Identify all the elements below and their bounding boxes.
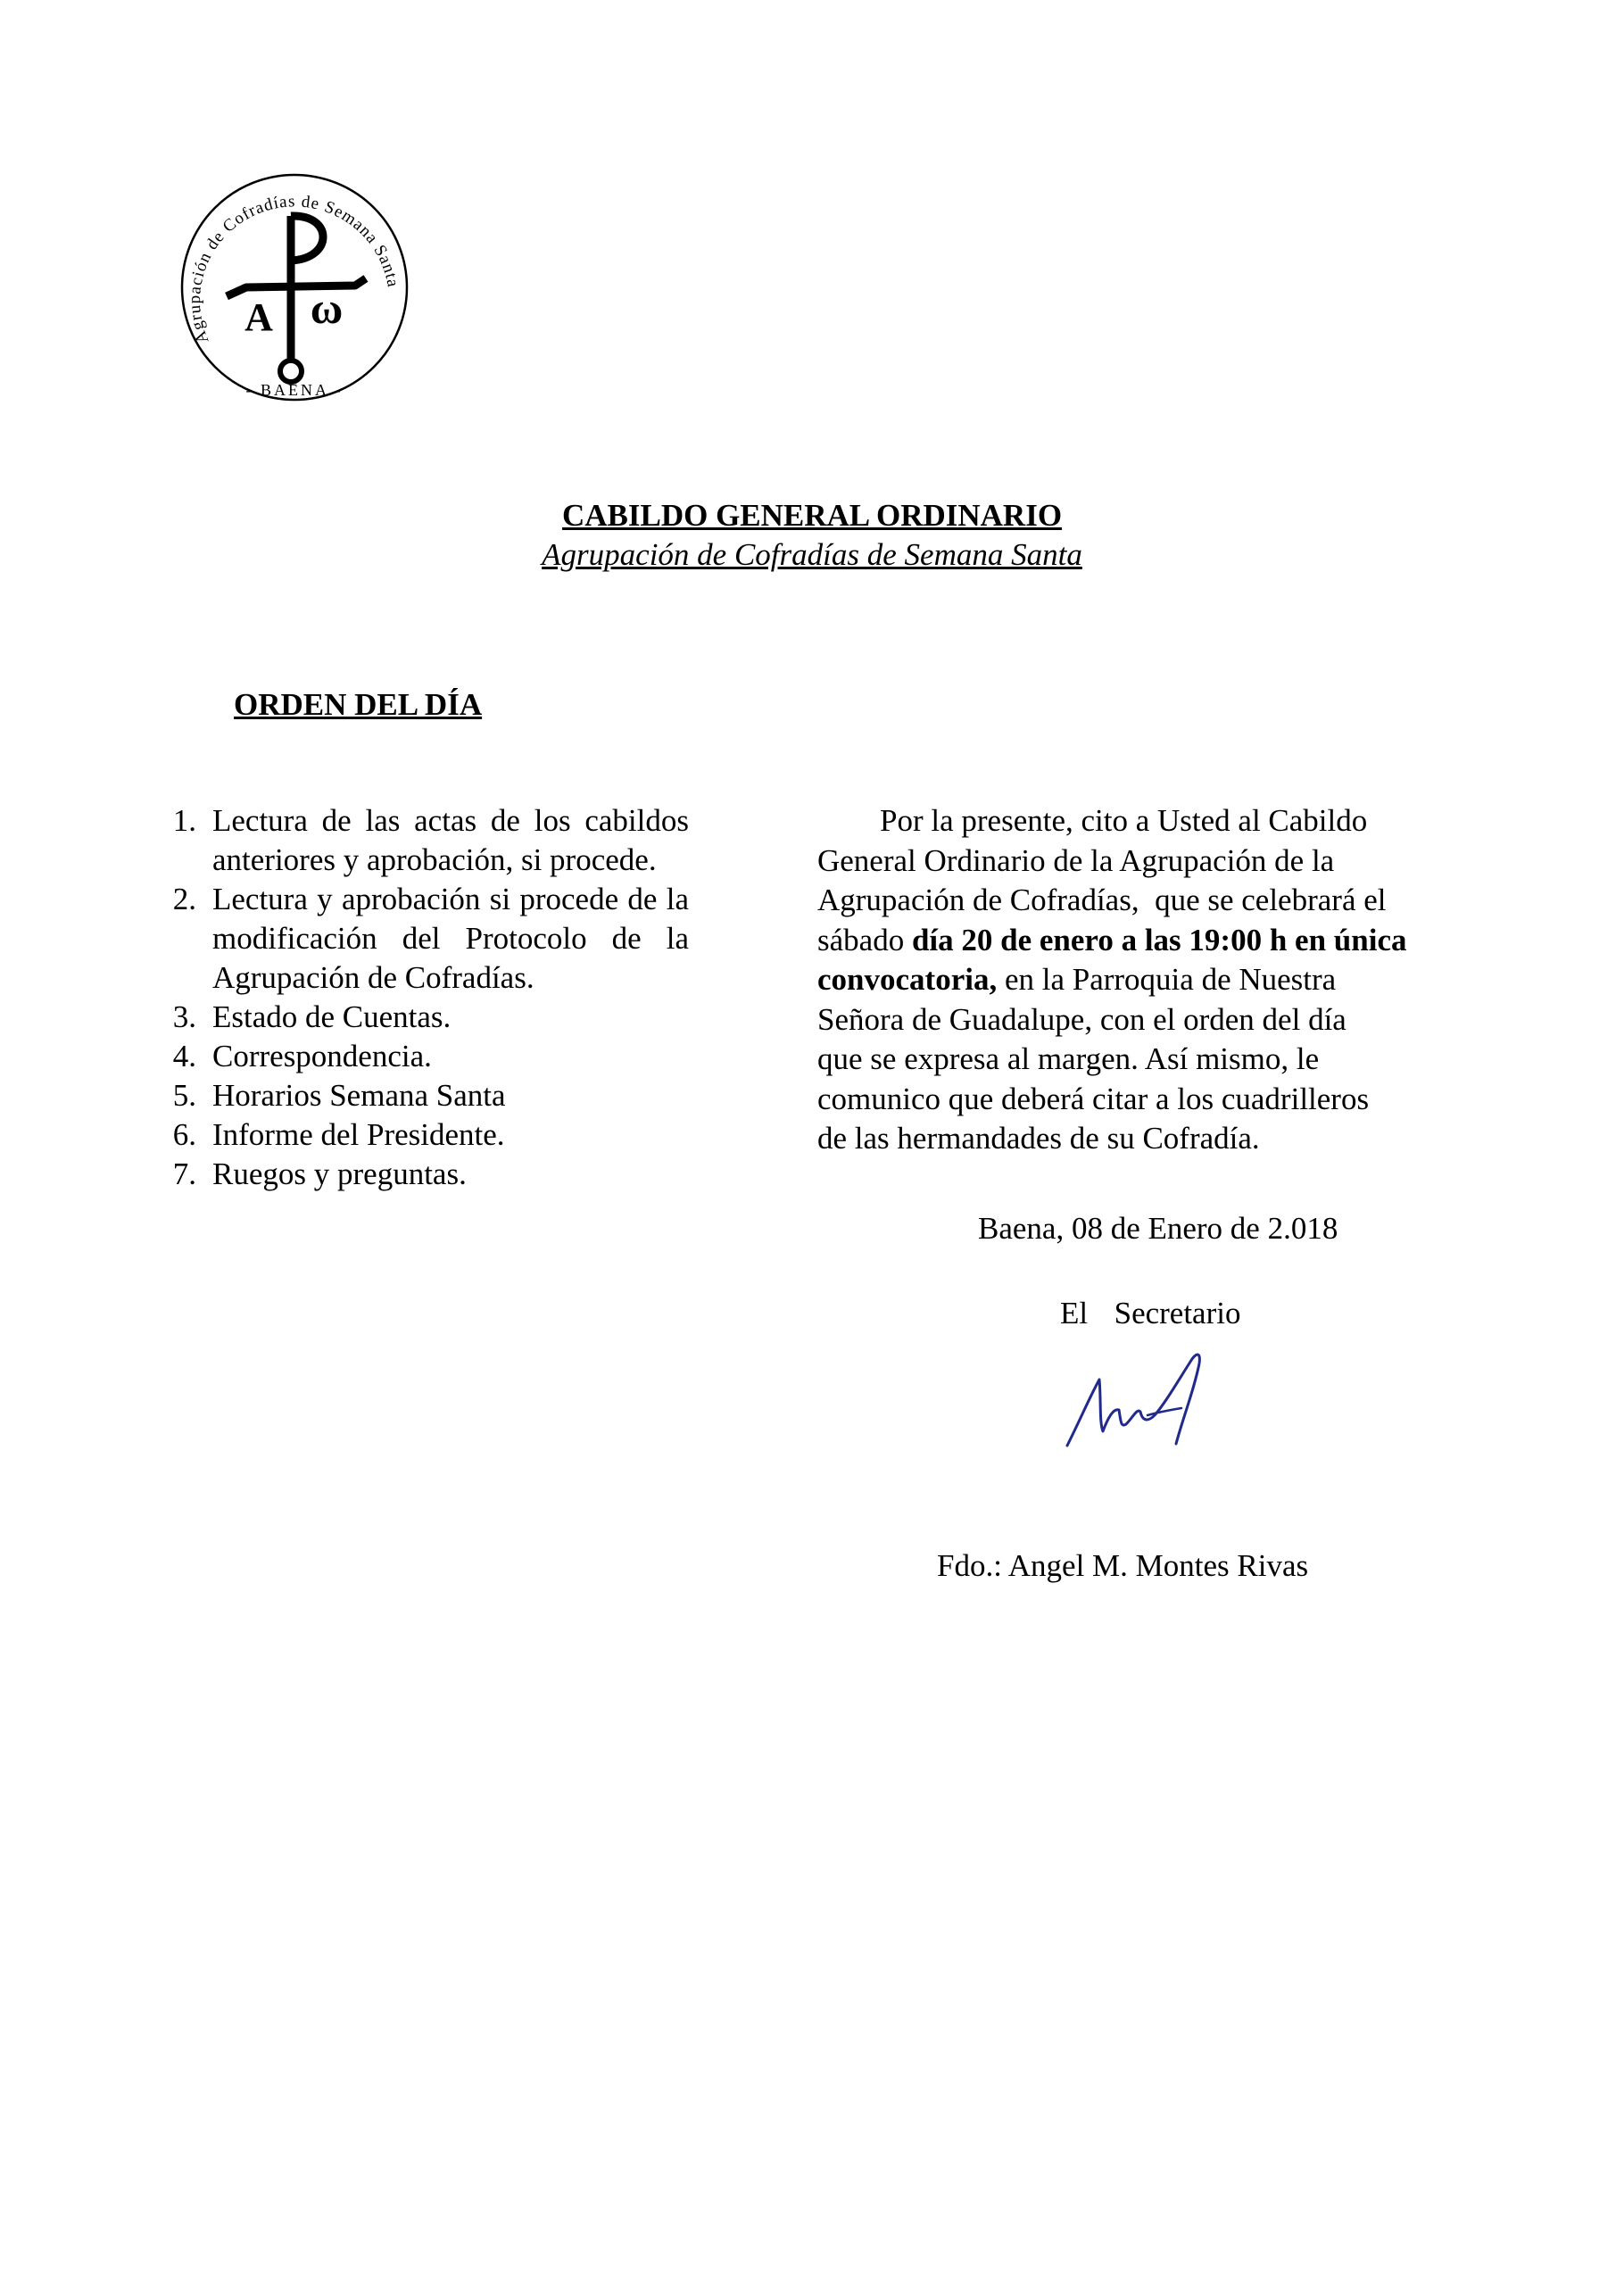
item-text: Informe del Presidente. (212, 1117, 505, 1152)
item-text: Ruegos y preguntas. (212, 1156, 467, 1191)
letter-line: Por la presente, cito a Usted al Cabildo (880, 803, 1368, 838)
item-text: Horarios Semana Santa (212, 1078, 506, 1113)
signer-name: Fdo.: Angel M. Montes Rivas (937, 1548, 1309, 1583)
svg-text:- BAENA -: - BAENA - (245, 381, 344, 399)
letter-line: Señora de Guadalupe, con el orden del día (817, 1001, 1346, 1037)
svg-text:Agrupación de Cofradías de Sem: Agrupación de Cofradías de Semana Santa (185, 192, 402, 347)
list-item (143, 998, 689, 1037)
meeting-convocation: convocatoria, (817, 962, 998, 997)
document-heading (0, 496, 1624, 575)
item-text: Correspondencia. (212, 1039, 432, 1073)
brotherhood-seal-logo (177, 170, 412, 405)
convocation-letter (817, 801, 1496, 1159)
letter-line: Agrupación de Cofradías, que se celebrará el (817, 883, 1387, 917)
item-number: 5. (172, 1078, 196, 1113)
signer-role: El Secretario (1060, 1296, 1241, 1330)
item-number: 4. (172, 1039, 196, 1073)
list-item (143, 1115, 689, 1155)
letter-line: sábado (817, 922, 912, 957)
document-title: CABILDO GENERAL ORDINARIO (561, 498, 1063, 533)
agenda-title: ORDEN DEL DÍA (234, 687, 483, 722)
item-text: Estado de Cuentas. (212, 999, 452, 1034)
list-item (143, 1155, 689, 1194)
handwritten-signature (1062, 1346, 1237, 1453)
letter-line: que se expresa al margen. Así mismo, le (817, 1041, 1320, 1076)
item-text: Lectura y aprobación si procede de la modificación del Protocolo de la Agrupación de Cofradías. (212, 882, 689, 995)
svg-text:A: A (244, 295, 273, 339)
item-number: 1. (172, 803, 196, 838)
item-number: 6. (172, 1117, 196, 1152)
item-number: 7. (172, 1156, 196, 1191)
agenda-list (143, 801, 689, 1194)
svg-text:ω: ω (310, 283, 344, 333)
place-and-date: Baena, 08 de Enero de 2.018 (978, 1211, 1338, 1246)
item-text: Lectura de las actas de los cabildos anteriores y aprobación, si procede. (212, 803, 689, 877)
meeting-date-time: día 20 de enero a las 19:00 h en única (911, 922, 1407, 957)
list-item (143, 1076, 689, 1115)
letter-line: comunico que deberá citar a los cuadrilleros (817, 1081, 1370, 1116)
item-number: 2. (172, 882, 196, 916)
letter-line: de las hermandades de su Cofradía. (817, 1121, 1260, 1156)
document-subtitle: Agrupación de Cofradías de Semana Santa (542, 537, 1082, 572)
list-item (143, 1037, 689, 1076)
list-item (143, 801, 689, 880)
item-number: 3. (172, 999, 196, 1034)
letter-line: General Ordinario de la Agrupación de la (817, 842, 1335, 878)
letter-line: en la Parroquia de Nuestra (997, 962, 1337, 997)
list-item (143, 880, 689, 998)
